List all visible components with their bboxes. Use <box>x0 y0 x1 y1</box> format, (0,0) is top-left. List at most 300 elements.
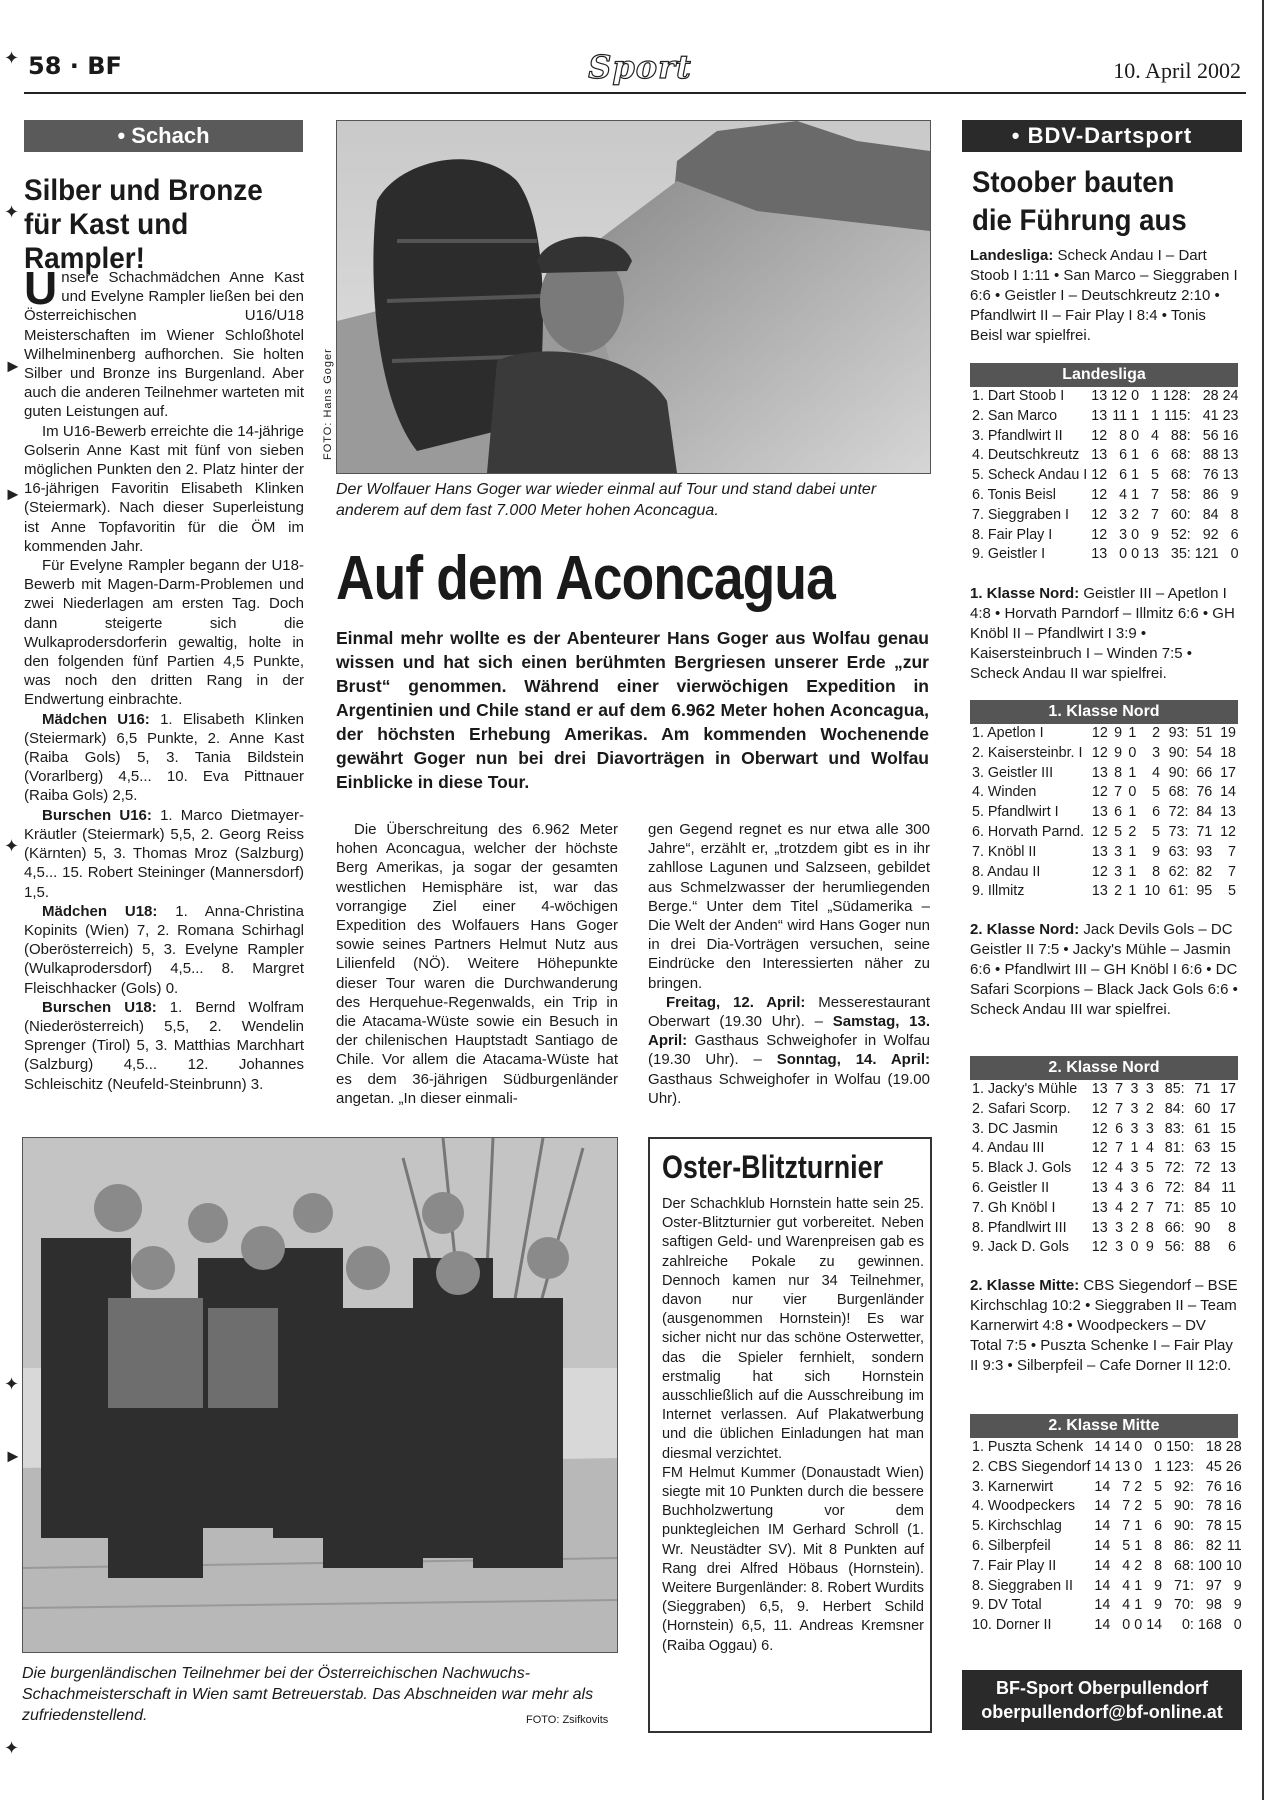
standings-2-klasse-mitte <box>970 1414 1242 1636</box>
stat-cell: 7 <box>1122 1498 1131 1515</box>
stat-cell: 1 <box>1154 1458 1163 1475</box>
stat-cell: 128: <box>1162 388 1191 404</box>
article-column-1 <box>336 820 618 1108</box>
page-number: 58 · BF <box>28 52 122 80</box>
darts-intro <box>970 246 1240 346</box>
stat-cell: 9 <box>1152 843 1161 860</box>
team-cell: 4. Winden <box>972 784 1037 801</box>
date-label: Freitag, 12. April: <box>666 993 806 1011</box>
stat-cell: 12 <box>1091 784 1108 801</box>
result-paragraph <box>24 806 304 902</box>
stat-cell: 12 <box>1220 823 1236 840</box>
stat-cell: 0: <box>1181 1617 1194 1634</box>
stat-cell: 1 <box>1128 764 1137 781</box>
stat-cell: 12 <box>1091 1100 1108 1117</box>
darts-result-3 <box>970 1276 1240 1376</box>
table-row <box>970 486 1241 506</box>
stat-cell: 17 <box>1220 1100 1236 1117</box>
table-row <box>970 1557 1244 1577</box>
stat-cell: 13 <box>1220 1160 1236 1177</box>
stat-cell: 86: <box>1174 1537 1194 1554</box>
stat-cell: 0 <box>1119 546 1128 563</box>
stat-cell: 12 <box>1091 1239 1108 1256</box>
stat-cell: 9 <box>1145 1239 1154 1256</box>
team-cell: 3. Geistler III <box>972 764 1054 781</box>
stat-cell: 12 <box>1091 1160 1108 1177</box>
stat-cell: 13 <box>1091 546 1108 563</box>
stat-cell: 5 <box>1152 784 1161 801</box>
registration-mark: ► <box>4 1446 22 1466</box>
stat-cell: 9 <box>1230 486 1239 503</box>
stat-cell: 1 <box>1128 843 1137 860</box>
stat-cell: 1 <box>1134 1577 1143 1594</box>
stat-cell: 2 <box>1145 1100 1154 1117</box>
stat-cell: 15 <box>1220 1120 1236 1137</box>
team-cell: 6. Tonis Beisl <box>972 486 1056 503</box>
stat-cell: 88 <box>1194 1239 1211 1256</box>
stat-cell: 168 <box>1197 1617 1222 1634</box>
table-row <box>970 1438 1244 1458</box>
table-row <box>970 1199 1238 1219</box>
stat-cell: 7 <box>1150 506 1159 523</box>
contact-title: BF-Sport Oberpullendorf <box>996 1678 1208 1698</box>
stat-cell: 14 <box>1094 1577 1111 1594</box>
team-cell: 1. Apetlon I <box>972 725 1044 741</box>
stat-cell: 12 <box>1091 744 1108 761</box>
stat-cell: 76 <box>1196 784 1213 801</box>
standings-table <box>970 1080 1238 1258</box>
stat-cell: 4 <box>1119 486 1128 503</box>
stat-cell: 3 <box>1145 1120 1154 1137</box>
stat-cell: 5 <box>1154 1498 1163 1515</box>
stat-cell: 4 <box>1115 1199 1124 1216</box>
table-row <box>970 1120 1238 1140</box>
stat-cell: 58: <box>1170 486 1191 503</box>
paragraph: Für Evelyne Rampler begann der U18-Bewerb mit Magen-Darm-Problemen und zwei Niederlagen am ersten Tag. Doch dann steigerte sich die Wulkaprodersdorferin gewaltig, holte in den folgenden fünf Partien 4,5 Punkte, was noch den dritten Rang in der Endwertung einbrachte. <box>24 557 304 709</box>
stat-cell: 86 <box>1202 486 1219 503</box>
stat-cell: 24 <box>1222 388 1239 404</box>
stat-cell: 63 <box>1194 1140 1211 1157</box>
stat-cell: 12 <box>1091 1140 1108 1157</box>
stat-cell: 3 <box>1130 1160 1139 1177</box>
stat-cell: 70: <box>1174 1597 1194 1614</box>
result-label: 2. Klasse Nord: <box>970 921 1080 938</box>
registration-mark: ► <box>4 484 22 504</box>
stat-cell: 3 <box>1130 1081 1139 1097</box>
stat-cell: 7 <box>1150 486 1159 503</box>
result-paragraph <box>24 998 304 1094</box>
table-row <box>970 724 1238 744</box>
stat-cell: 12 <box>1091 506 1108 523</box>
stat-cell: 11 <box>1221 1179 1236 1196</box>
stat-cell: 1 <box>1131 447 1140 464</box>
stat-cell: 7 <box>1115 1081 1124 1097</box>
stat-cell: 71 <box>1194 1081 1211 1097</box>
stat-cell: 5 <box>1145 1160 1154 1177</box>
stat-cell: 3 <box>1130 1120 1139 1137</box>
team-cell: 2. Safari Scorp. <box>972 1100 1071 1117</box>
team-cell: 2. San Marco <box>972 407 1058 424</box>
stat-cell: 6 <box>1154 1518 1163 1535</box>
table-row <box>970 1537 1244 1557</box>
table-row <box>970 1159 1238 1179</box>
stat-cell: 81: <box>1164 1140 1185 1157</box>
mountaineer-photo <box>336 120 931 474</box>
standings-table <box>970 1438 1244 1636</box>
stat-cell: 9 <box>1233 1597 1242 1614</box>
stat-cell: 7 <box>1115 1140 1124 1157</box>
stat-cell: 88: <box>1170 427 1191 444</box>
team-cell: 9. Geistler I <box>972 546 1046 563</box>
stat-cell: 3 <box>1119 526 1128 543</box>
stat-cell: 62: <box>1168 863 1189 880</box>
dropcap: U <box>24 262 58 314</box>
stat-cell: 121 <box>1194 546 1219 563</box>
paragraph: Die Überschreitung des 6.962 Meter hohen Aconcagua, welcher der höchste Berg Amerikas, ja sogar der gesamten westlichen Hemisphäre ist, war das vorrangige Ziel einer 4-wöchigen Expedition des Wolfauers Hans Goger sowie seines Partners Helmut Nutz aus Lilienfeld (NÖ). Weitere Höhepunkte dieser Tour waren die Durchwanderung des Herquehue-Regenwalds, ein Trip in die Atacama-Wüste sowie ein Besuch in der chilenischen Hauptstadt Santiago de Chile. Vor allem die Atacama-Wüste hat es dem 36-jährigen Südburgenländer angetan. „In dieser einmali- <box>336 821 618 1107</box>
table-row <box>970 1458 1244 1478</box>
stat-cell: 90: <box>1174 1518 1194 1535</box>
team-cell: 7. Sieggraben I <box>972 506 1069 523</box>
team-cell: 1. Dart Stoob I <box>972 388 1065 404</box>
date-paragraph: Freitag, 12. April: Messerestaurant Oberwart (19.30 Uhr). – Samstag, 13. April: Gasthaus Schweighofer in Wolfau (19.30 Uhr). – Sonntag, 14. April: Gasthaus Schweighofer in Wolfau (19.00 Uhr). <box>648 993 931 1107</box>
team-cell: 9. DV Total <box>972 1597 1042 1614</box>
stat-cell: 2 <box>1130 1199 1139 1216</box>
article-column-2 <box>648 820 930 1108</box>
table-row <box>970 466 1241 486</box>
stat-cell: 13 <box>1091 447 1108 464</box>
stat-cell: 83: <box>1164 1120 1185 1137</box>
table-row <box>970 1616 1244 1636</box>
table-row <box>970 1238 1238 1258</box>
stat-cell: 14 <box>1114 1439 1131 1455</box>
registration-mark: ✦ <box>4 836 20 856</box>
stat-cell: 11 <box>1112 407 1128 424</box>
schach-kicker: • Schach <box>24 120 303 152</box>
stat-cell: 28 <box>1202 388 1219 404</box>
stat-cell: 78 <box>1205 1518 1222 1535</box>
schach-article <box>24 262 304 1094</box>
standings-table <box>970 724 1238 902</box>
stat-cell: 9 <box>1114 744 1123 761</box>
stat-cell: 5 <box>1154 1478 1163 1495</box>
result-label: Burschen U18: <box>42 998 157 1016</box>
table-row <box>970 764 1238 784</box>
stat-cell: 61 <box>1194 1120 1211 1137</box>
stat-cell: 14 <box>1094 1458 1111 1475</box>
stat-cell: 0 <box>1233 1617 1242 1634</box>
team-cell: 8. Fair Play I <box>972 526 1053 543</box>
stat-cell: 1 <box>1131 407 1140 424</box>
date-label: Sonntag, 14. April: <box>776 1051 930 1069</box>
stat-cell: 14 <box>1094 1597 1111 1614</box>
registration-mark: ✦ <box>4 1738 20 1758</box>
stat-cell: 12 <box>1091 823 1108 840</box>
stat-cell: 35: <box>1170 546 1191 563</box>
stat-cell: 18 <box>1220 744 1236 761</box>
table-row <box>970 744 1238 764</box>
team-cell: 1. Puszta Schenk <box>972 1439 1084 1455</box>
stat-cell: 84 <box>1202 506 1219 523</box>
stat-cell: 13 <box>1114 1458 1131 1475</box>
stat-cell: 4 <box>1145 1140 1154 1157</box>
stat-cell: 12 <box>1091 486 1108 503</box>
photo-credit: FOTO: Hans Goger <box>322 348 334 460</box>
table-row <box>970 882 1238 902</box>
table-row <box>970 1179 1238 1199</box>
stat-cell: 6 <box>1230 526 1239 543</box>
stat-cell: 0 <box>1131 526 1140 543</box>
stat-cell: 12 <box>1111 388 1128 404</box>
stat-cell: 4 <box>1152 764 1161 781</box>
stat-cell: 13 <box>1091 407 1108 424</box>
stat-cell: 95 <box>1196 883 1213 900</box>
stat-cell: 11 <box>1226 1537 1242 1554</box>
stat-cell: 15 <box>1220 1140 1236 1157</box>
stat-cell: 13 <box>1143 546 1159 563</box>
standings-landesliga <box>970 363 1238 565</box>
table-title: 2. Klasse Mitte <box>970 1414 1238 1438</box>
team-cell: 3. Pfandlwirt II <box>972 427 1063 444</box>
stat-cell: 76 <box>1205 1478 1222 1495</box>
stat-cell: 3 <box>1152 744 1161 761</box>
stat-cell: 9 <box>1114 725 1123 741</box>
stat-cell: 84 <box>1196 804 1213 821</box>
stat-cell: 2 <box>1134 1478 1143 1495</box>
stat-cell: 7 <box>1114 784 1123 801</box>
stat-cell: 18 <box>1205 1439 1222 1455</box>
team-cell: 2. Kaisersteinbr. I <box>972 744 1083 761</box>
darts-kicker: • BDV-Dartsport <box>962 120 1242 152</box>
team-cell: 4. Andau III <box>972 1140 1045 1157</box>
stat-cell: 2 <box>1114 883 1123 900</box>
stat-cell: 2 <box>1130 1219 1139 1236</box>
stat-cell: 0 <box>1128 784 1137 801</box>
stat-cell: 4 <box>1122 1557 1131 1574</box>
result-label: 2. Klasse Mitte: <box>970 1277 1080 1294</box>
paragraph: gen Gegend regnet es nur etwa alle 300 Jahre“, erzählt er, „trotzdem gibt es in ihr zahllose Lagunen und Salzseen, gebildet aus Schmelzwasser der herumliegenden Berge.“ Unter dem Titel „Südamerika – Die Welt der Anden“ wird Hans Goger nun in drei Dia-Vorträgen versuchen, seine Eindrücke den Interessierten näher zu bringen. <box>648 821 930 992</box>
stat-cell: 12 <box>1091 863 1108 880</box>
stat-cell: 13 <box>1091 1081 1108 1097</box>
stat-cell: 5 <box>1150 467 1159 484</box>
stat-cell: 8 <box>1230 506 1239 523</box>
stat-cell: 5 <box>1152 823 1161 840</box>
contact-email[interactable]: oberpullendorf@bf-online.at <box>981 1702 1223 1722</box>
table-row <box>970 823 1238 843</box>
stat-cell: 9 <box>1150 526 1159 543</box>
stat-cell: 10 <box>1225 1557 1242 1574</box>
table-row <box>970 526 1241 546</box>
team-cell: 6. Horvath Parnd. <box>972 823 1085 840</box>
stat-cell: 78 <box>1205 1498 1222 1515</box>
stat-cell: 0 <box>1122 1617 1131 1634</box>
stat-cell: 3 <box>1145 1081 1154 1097</box>
stat-cell: 66 <box>1196 764 1213 781</box>
result-label: 1. Klasse Nord: <box>970 585 1080 602</box>
stat-cell: 15 <box>1225 1518 1242 1535</box>
table-row <box>970 863 1238 883</box>
stat-cell: 90: <box>1168 744 1189 761</box>
stat-cell: 13 <box>1222 447 1239 464</box>
stat-cell: 6 <box>1152 804 1161 821</box>
stat-cell: 85: <box>1164 1081 1185 1097</box>
stat-cell: 72: <box>1164 1160 1185 1177</box>
table-title: 1. Klasse Nord <box>970 700 1238 724</box>
stat-cell: 52: <box>1170 526 1191 543</box>
stat-cell: 6 <box>1119 447 1128 464</box>
paragraph: Der Schachklub Hornstein hatte sein 25. Oster-Blitzturnier gut vorbereitet. Neben saftigen Geld- und Warenpreisen gab es zahlreiche Pokale zu gewinnen. Dennoch kamen nur 34 Teilnehmer, davon nur vier Burgenländer (ausgenommen Hornstein)! Es war sicher nicht nur das schöne Osterwetter, das die Spieler fernhielt, sondern erstmalig hat sich Hornstein ausschließlich auf die Ausschreibung im Internet verlassen. Auf Plakatwerbung und die üblichen Einladungen hat man diesmal verzichtet. <box>662 1196 924 1462</box>
stat-cell: 4 <box>1122 1577 1131 1594</box>
darts-result-2 <box>970 920 1240 1020</box>
team-cell: 9. Jack D. Gols <box>972 1239 1069 1256</box>
registration-mark: ► <box>4 356 22 376</box>
stat-cell: 14 <box>1220 784 1236 801</box>
stat-cell: 16 <box>1222 427 1239 444</box>
stat-cell: 14 <box>1094 1478 1111 1495</box>
stat-cell: 1 <box>1131 486 1140 503</box>
stat-cell: 4 <box>1115 1160 1124 1177</box>
article-lead: Einmal mehr wollte es der Abenteurer Hans Goger aus Wolfau genau wissen und hat sich einen berühmten Bergriesen unserer Erde „zur Brust“ genommen. Während einer vierwöchigen Expedition in Argentinien und Chile stand er auf dem 6.962 Meter hohen Aconcagua, der höchsten Erhebung Amerikas. Am kommenden Wochenende gewährt Goger nun bei drei Diavorträgen in Oberwart und Wolfau Einblicke in diese Tour. <box>336 628 929 792</box>
stat-cell: 0 <box>1131 427 1140 444</box>
stat-cell: 97 <box>1205 1577 1222 1594</box>
table-row <box>970 1517 1244 1537</box>
stat-cell: 4 <box>1115 1179 1124 1196</box>
date-label: Samstag, 13. April: <box>648 1013 930 1050</box>
article-title: Auf dem Aconcagua <box>336 544 835 613</box>
stat-cell: 12 <box>1091 725 1108 741</box>
stat-cell: 0 <box>1154 1439 1163 1455</box>
table-row <box>970 1596 1244 1616</box>
registration-mark: ✦ <box>4 1374 20 1394</box>
team-cell: 4. Deutschkreutz <box>972 447 1080 464</box>
stat-cell: 72: <box>1164 1179 1185 1196</box>
table-row <box>970 545 1241 565</box>
table-title: 2. Klasse Nord <box>970 1056 1238 1080</box>
team-cell: 5. Black J. Gols <box>972 1160 1072 1177</box>
table-row <box>970 387 1241 407</box>
stat-cell: 93 <box>1196 843 1213 860</box>
stat-cell: 3 <box>1115 1219 1124 1236</box>
stat-cell: 60: <box>1170 506 1191 523</box>
stat-cell: 3 <box>1130 1100 1139 1117</box>
group-photo <box>22 1137 618 1653</box>
stat-cell: 2 <box>1134 1557 1143 1574</box>
stat-cell: 73: <box>1168 823 1189 840</box>
stat-cell: 14 <box>1146 1617 1163 1634</box>
stat-cell: 41 <box>1202 407 1219 424</box>
darts-headline: Stoober bauten die Führung aus <box>972 166 1187 237</box>
team-cell: 7. Knöbl II <box>972 843 1037 860</box>
table-row <box>970 1139 1238 1159</box>
stat-cell: 13 <box>1220 804 1236 821</box>
intro-label: Landesliga: <box>970 247 1054 264</box>
table-title: Landesliga <box>970 363 1238 387</box>
stat-cell: 0 <box>1134 1458 1143 1475</box>
stat-cell: 90: <box>1174 1498 1194 1515</box>
stat-cell: 16 <box>1225 1478 1242 1495</box>
stat-cell: 6 <box>1228 1239 1236 1256</box>
team-cell: 8. Pfandlwirt III <box>972 1219 1067 1236</box>
result-text: CBS Siegendorf – BSE Kirchschlag 10:2 • Sieggraben II – Team Karnerwirt 4:8 • Woodpeckers – DV Total 7:5 • Puszta Schenke I – Fair Play II 9:3 • Silberpfeil – Cafe Dorner II 12:0. <box>970 1277 1238 1374</box>
standings-1-klasse-nord <box>970 700 1238 902</box>
result-label: Mädchen U16: <box>42 710 150 728</box>
stat-cell: 26 <box>1225 1458 1242 1475</box>
stat-cell: 13 <box>1091 388 1108 404</box>
intro-text: Scheck Andau I – Dart Stoob I 1:11 • San Marco – Sieggraben I 6:6 • Geistler I – Deutschkreutz 2:10 • Pfandlwirt II – Fair Play I 8:4 • Tonis Beisl war spielfrei. <box>970 247 1238 344</box>
stat-cell: 14 <box>1094 1498 1111 1515</box>
stat-cell: 8 <box>1228 1219 1236 1236</box>
stat-cell: 6 <box>1119 467 1128 484</box>
stat-cell: 56: <box>1164 1239 1185 1256</box>
stat-cell: 56 <box>1202 427 1219 444</box>
table-row <box>970 407 1241 427</box>
stat-cell: 71: <box>1174 1577 1194 1594</box>
stat-cell: 68: <box>1168 784 1189 801</box>
stat-cell: 5 <box>1228 883 1236 900</box>
stat-cell: 71 <box>1196 823 1213 840</box>
stat-cell: 13 <box>1091 1199 1108 1216</box>
stat-cell: 1 <box>1130 1140 1139 1157</box>
stat-cell: 0 <box>1131 546 1140 563</box>
stat-cell: 7 <box>1122 1518 1131 1535</box>
contact-box <box>962 1670 1242 1730</box>
table-row <box>970 1497 1244 1517</box>
stat-cell: 92 <box>1202 526 1219 543</box>
stat-cell: 8 <box>1152 863 1161 880</box>
mountaineer-photo-image <box>337 121 930 473</box>
issue-date: 10. April 2002 <box>1113 58 1241 83</box>
stat-cell: 2 <box>1128 823 1137 840</box>
stat-cell: 28 <box>1225 1439 1242 1455</box>
stat-cell: 51 <box>1196 725 1213 741</box>
stat-cell: 1 <box>1128 883 1137 900</box>
table-row <box>970 783 1238 803</box>
paragraph: Im U16-Bewerb erreichte die 14-jährige Golserin Anne Kast mit fünf von sieben möglichen Punkten den 2. Platz hinter der 16-jährigen Favoritin Elisabeth Klinken (Steiermark). Nach dieser Superleistung ist Anne Topfavoritin für die ÖM im kommenden Jahr. <box>24 422 304 555</box>
stat-cell: 68: <box>1170 447 1191 464</box>
stat-cell: 16 <box>1225 1498 1242 1515</box>
stat-cell: 2 <box>1131 506 1140 523</box>
stat-cell: 61: <box>1168 883 1189 900</box>
registration-mark: ✦ <box>4 48 20 68</box>
team-cell: 6. Geistler II <box>972 1179 1050 1196</box>
team-cell: 2. CBS Siegendorf <box>972 1458 1091 1475</box>
stat-cell: 12 <box>1091 467 1108 484</box>
stat-cell: 0 <box>1128 744 1137 761</box>
standings-2-klasse-nord <box>970 1056 1238 1258</box>
stat-cell: 1 <box>1134 1537 1143 1554</box>
result-text: 1. Marco Dietmayer-Kräutler (Steiermark) 5,5, 2. Georg Reiss (Kärnten) 5, 3. Thomas Mroz (Salzburg) 4,5... 15. Robert Steininger (Mannersdorf) 1,5. <box>24 806 304 901</box>
stat-cell: 7 <box>1145 1199 1154 1216</box>
table-row <box>970 1219 1238 1239</box>
stat-cell: 0 <box>1134 1439 1143 1455</box>
result-paragraph <box>24 902 304 998</box>
stat-cell: 13 <box>1091 1179 1108 1196</box>
team-cell: 3. DC Jasmin <box>972 1120 1058 1137</box>
stat-cell: 5 <box>1114 823 1123 840</box>
stat-cell: 84: <box>1164 1100 1185 1117</box>
team-cell: 6. Silberpfeil <box>972 1537 1051 1554</box>
stat-cell: 0 <box>1230 546 1239 563</box>
stat-cell: 12 <box>1091 526 1108 543</box>
table-row <box>970 1080 1238 1100</box>
table-row <box>970 506 1241 526</box>
stat-cell: 3 <box>1119 506 1128 523</box>
stat-cell: 4 <box>1150 427 1159 444</box>
stat-cell: 23 <box>1222 407 1239 424</box>
team-cell: 9. Illmitz <box>972 883 1025 900</box>
stat-cell: 5 <box>1122 1537 1131 1554</box>
team-cell: 7. Gh Knöbl I <box>972 1199 1056 1216</box>
table-row <box>970 1478 1244 1498</box>
